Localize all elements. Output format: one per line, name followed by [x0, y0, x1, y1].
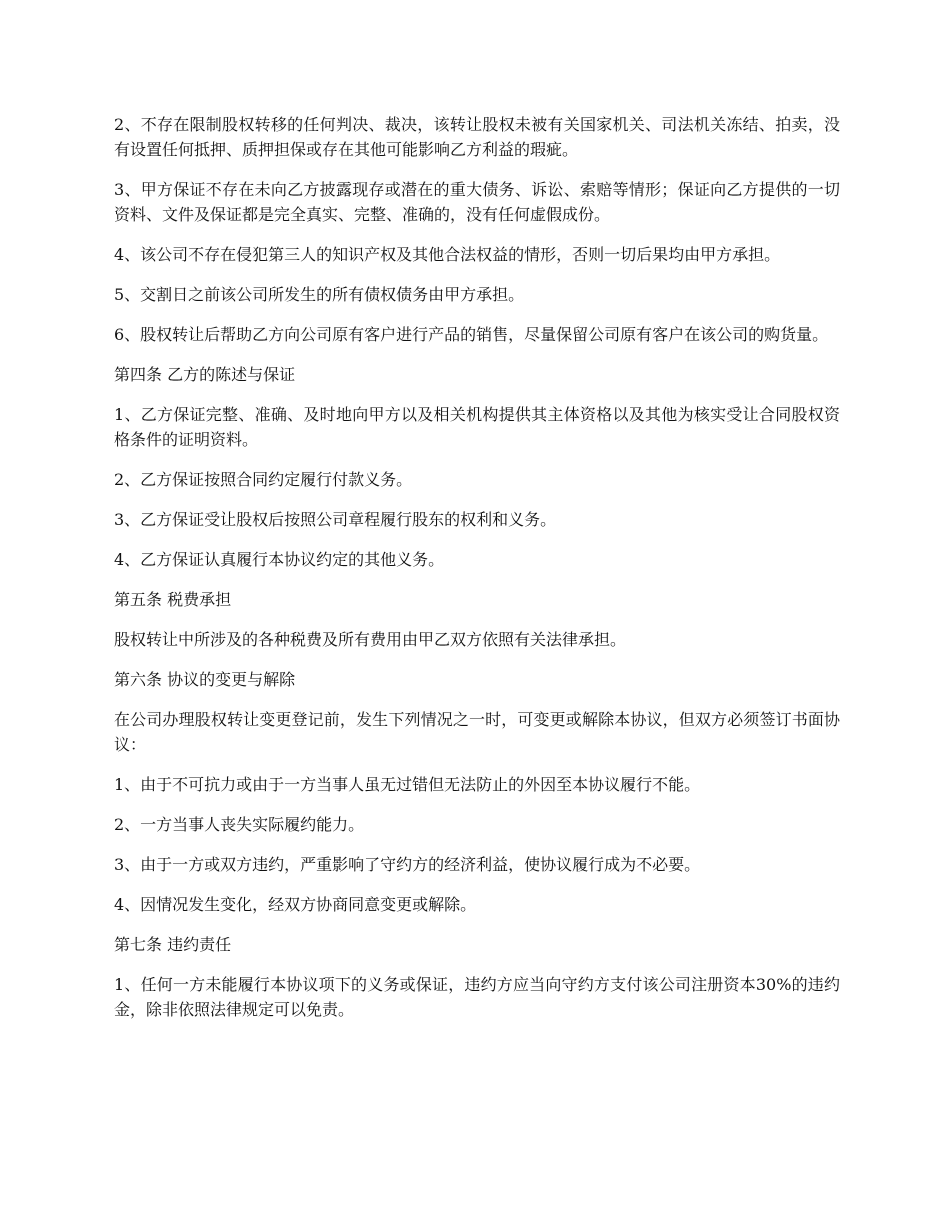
section-heading-article-6: 第六条 协议的变更与解除 — [114, 670, 296, 689]
paragraph-buyer-1: 1、乙方保证完整、准确、及时地向甲方以及相关机构提供其主体资格以及其他为核实受让合同股权资格条件的证明资料。 — [114, 405, 840, 449]
paragraph-change-4: 4、因情况发生变化，经双方协商同意变更或解除。 — [114, 895, 477, 914]
document-body — [114, 112, 840, 1037]
paragraph-buyer-3: 3、乙方保证受让股权后按照公司章程履行股东的权利和义务。 — [114, 510, 557, 529]
paragraph-change-3: 3、由于一方或双方违约，严重影响了守约方的经济利益，使协议履行成为不必要。 — [114, 855, 701, 874]
paragraph-buyer-2: 2、乙方保证按照合同约定履行付款义务。 — [114, 470, 413, 489]
paragraph-change-1: 1、由于不可抗力或由于一方当事人虽无过错但无法防止的外因至本协议履行不能。 — [114, 775, 701, 794]
paragraph-change-2: 2、一方当事人丧失实际履约能力。 — [114, 815, 365, 834]
paragraph-guarantee-2: 2、不存在限制股权转移的任何判决、裁决，该转让股权未被有关国家机关、司法机关冻结、拍卖，没有设置任何抵押、质押担保或存在其他可能影响乙方利益的瑕疵。 — [114, 115, 840, 159]
paragraph-guarantee-5: 5、交割日之前该公司所发生的所有债权债务由甲方承担。 — [114, 285, 525, 304]
section-heading-article-5: 第五条 税费承担 — [114, 590, 232, 609]
paragraph-taxes: 股权转让中所涉及的各种税费及所有费用由甲乙双方依照有关法律承担。 — [114, 630, 627, 649]
paragraph-change-intro: 在公司办理股权转让变更登记前，发生下列情况之一时，可变更或解除本协议，但双方必须签订书面协议： — [114, 710, 840, 754]
section-heading-article-4: 第四条 乙方的陈述与保证 — [114, 365, 296, 384]
paragraph-guarantee-6: 6、股权转让后帮助乙方向公司原有客户进行产品的销售，尽量保留公司原有客户在该公司的购货量。 — [114, 325, 829, 344]
paragraph-guarantee-4: 4、该公司不存在侵犯第三人的知识产权及其他合法权益的情形，否则一切后果均由甲方承担。 — [114, 245, 781, 264]
paragraph-breach-1: 1、任何一方未能履行本协议项下的义务或保证，违约方应当向守约方支付该公司注册资本30%的违约金，除非依照法律规定可以免责。 — [114, 975, 840, 1019]
paragraph-guarantee-3: 3、甲方保证不存在未向乙方披露现存或潜在的重大债务、诉讼、索赔等情形；保证向乙方提供的一切资料、文件及保证都是完全真实、完整、准确的，没有任何虚假成份。 — [114, 180, 840, 224]
paragraph-buyer-4: 4、乙方保证认真履行本协议约定的其他义务。 — [114, 550, 445, 569]
section-heading-article-7: 第七条 违约责任 — [114, 935, 232, 954]
